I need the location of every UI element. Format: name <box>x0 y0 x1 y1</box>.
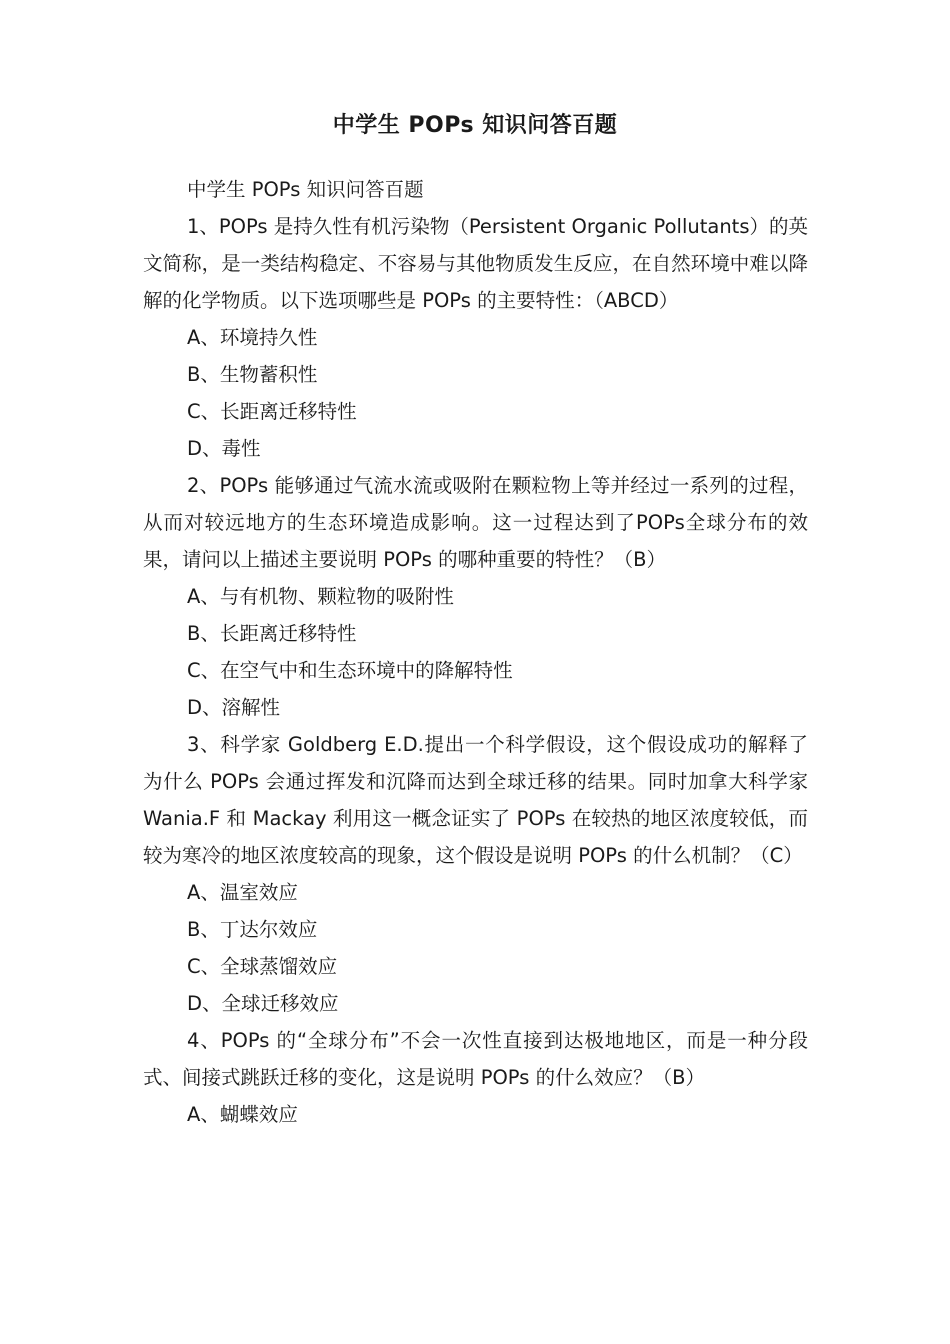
question-2-option-b: B、长距离迁移特性 <box>187 622 357 645</box>
question-2-option-a: A、与有机物、颗粒物的吸附性 <box>187 585 454 608</box>
question-3-option-d: D、全球迁移效应 <box>187 992 339 1015</box>
question-1-option-d: D、毒性 <box>187 437 261 460</box>
question-2-option-d: D、溶解性 <box>187 696 281 719</box>
question-2-text: 2、POPs 能够通过气流水流或吸附在颗粒物上等并经过一系列的过程，从而对较远地方的生态环境造成影响。这一过程达到了POPs全球分布的效果，请问以上描述主要说明 POPs 的哪种重要的特性？（B） <box>143 474 808 571</box>
question-4-text: 4、POPs 的“全球分布”不会一次性直接到达极地地区，而是一种分段式、间接式跳跃迁移的变化，这是说明 POPs 的什么效应？（B） <box>143 1029 808 1089</box>
question-3-text: 3、科学家 Goldberg E.D.提出一个科学假设，这个假设成功的解释了为什么 POPs 会通过挥发和沉降而达到全球迁移的结果。同时加拿大科学家 Wania.F 和 Mackay 利用这一概念证实了 POPs 在较热的地区浓度较低，而较为寒冷的地区浓度较高的现象，这个假设是说明 POPs 的什么机制？（C） <box>143 733 808 867</box>
question-1-option-c: C、长距离迁移特性 <box>187 400 357 423</box>
question-3-option-b: B、丁达尔效应 <box>187 918 318 941</box>
document-body <box>143 171 808 1133</box>
question-1-text: 1、POPs 是持久性有机污染物（Persistent Organic Pollutants）的英文简称，是一类结构稳定、不容易与其他物质发生反应，在自然环境中难以降解的化学物质。以下选项哪些是 POPs 的主要特性：（ABCD） <box>143 215 808 312</box>
question-2-option-c: C、在空气中和生态环境中的降解特性 <box>187 659 513 682</box>
question-3-option-c: C、全球蒸馏效应 <box>187 955 338 978</box>
document-title: 中学生 POPs 知识问答百题 <box>332 113 618 138</box>
document-subtitle: 中学生 POPs 知识问答百题 <box>187 178 424 201</box>
question-3-option-a: A、温室效应 <box>187 881 298 904</box>
question-4-option-a: A、蝴蝶效应 <box>187 1103 298 1126</box>
question-1-option-a: A、环境持久性 <box>187 326 318 349</box>
question-1-option-b: B、生物蓄积性 <box>187 363 318 386</box>
